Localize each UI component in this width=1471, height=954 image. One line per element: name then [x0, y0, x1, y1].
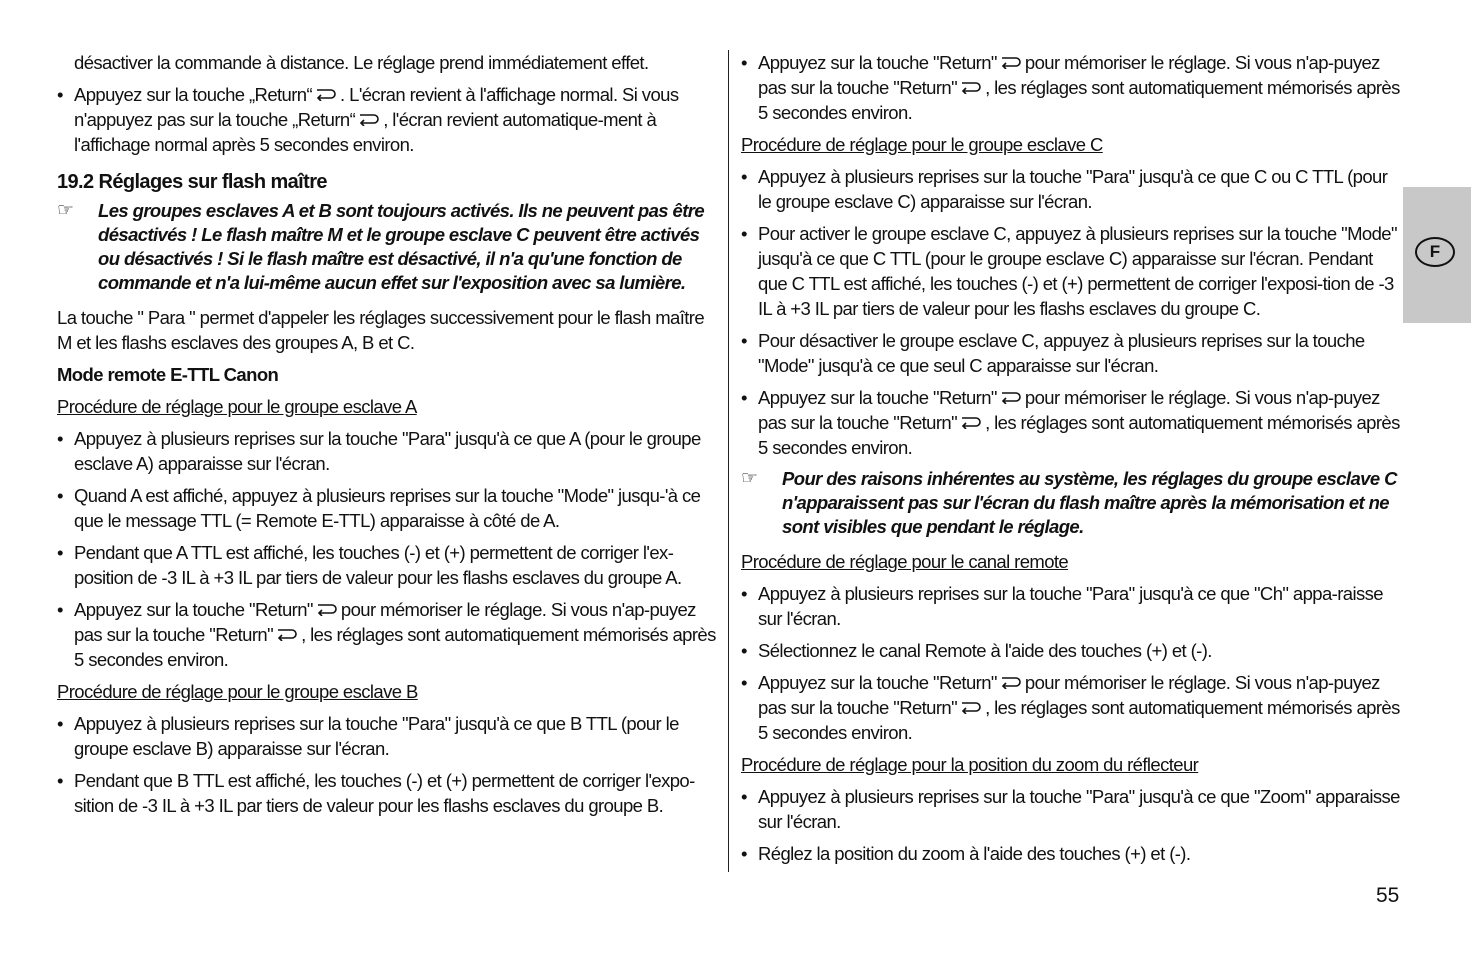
list-item: • Sélectionnez le canal Remote à l'aide des touches (+) et (-). — [741, 640, 1212, 661]
bullet: • — [741, 640, 747, 661]
bullet: • — [741, 843, 747, 864]
zoom-title: Procédure de réglage pour la position du zoom du réflecteur — [741, 754, 1199, 775]
left-column — [57, 50, 721, 825]
list-item: • Appuyez sur la touche "Return" pour mémoriser le réglage. Si vous n'ap-puyez pas sur la touche "Return" , les réglages sont automatiquement mémorisés après 5 secondes environ. — [741, 387, 1400, 458]
page-number: 55 — [1376, 884, 1400, 907]
group-a-title: Procédure de réglage pour le groupe esclave A — [57, 396, 417, 417]
return-arrow-icon — [1000, 390, 1022, 404]
list-item: • Appuyez sur la touche "Return" pour mémoriser le réglage. Si vous n'ap-puyez pas sur la touche "Return" , les réglages sont automatiquement mémorisés après 5 secondes environ. — [741, 672, 1400, 743]
group-b-title: Procédure de réglage pour le groupe esclave B — [57, 681, 418, 702]
bullet: • — [741, 166, 747, 187]
bullet: • — [57, 428, 63, 449]
list-item: • Appuyez à plusieurs reprises sur la touche "Para" jusqu'à ce que "Zoom" apparaisse sur l'écran. — [741, 786, 1400, 832]
return-arrow-icon — [315, 87, 337, 101]
bullet: • — [741, 786, 747, 807]
list-item: • Pendant que A TTL est affiché, les touches (-) et (+) permettent de corriger l'ex-position de -3 IL à +3 IL par tiers de valeur pour les flashs esclaves du groupe A. — [57, 542, 682, 588]
intro-continuation: désactiver la commande à distance. Le réglage prend immédiatement effet. — [74, 52, 649, 73]
bullet: • — [57, 599, 63, 620]
language-tab — [1403, 187, 1471, 323]
return-arrow-icon — [960, 80, 982, 94]
list-item: • Appuyez sur la touche "Return" pour mémoriser le réglage. Si vous n'ap-puyez pas sur la touche "Return" , les réglages sont automatiquement mémorisés après 5 secondes environ. — [57, 599, 716, 670]
return-arrow-icon — [1000, 55, 1022, 69]
list-item: • Appuyez à plusieurs reprises sur la touche "Para" jusqu'à ce que B TTL (pour le groupe esclave B) apparaisse sur l'écran. — [57, 713, 679, 759]
bullet: • — [741, 223, 747, 244]
note-block: ☞ Pour des raisons inhérentes au système, les réglages du groupe esclave C n'apparaissent pas sur l'écran du flash maître après la mémorisation et ne sont visibles que pendant le réglage. — [741, 468, 1397, 537]
bullet: • — [741, 387, 747, 408]
list-item: • Appuyez à plusieurs reprises sur la touche "Para" jusqu'à ce que A (pour le groupe esclave A) apparaisse sur l'écran. — [57, 428, 701, 474]
group-c-title: Procédure de réglage pour le groupe esclave C — [741, 134, 1103, 155]
return-arrow-icon — [276, 627, 298, 641]
bullet: • — [57, 84, 63, 105]
list-item: • Appuyez à plusieurs reprises sur la touche "Para" jusqu'à ce que C ou C TTL (pour le groupe esclave C) apparaisse sur l'écran. — [741, 166, 1388, 212]
list-item: • Appuyez sur la touche "Return" pour mémoriser le réglage. Si vous n'ap-puyez pas sur la touche "Return" , les réglages sont automatiquement mémorisés après 5 secondes environ. — [741, 52, 1400, 123]
note-block: ☞ Les groupes esclaves A et B sont toujours activés. Ils ne peuvent pas être désactivés ! Le flash maître M et le groupe esclave C peuvent être activés ou désactivés ! Si le flash maître est désactivé, il n'a qu'une fonction de commande et n'a lui-même aucun effet sur l'exposition avec sa lumière. — [57, 200, 705, 293]
list-item: • Pendant que B TTL est affiché, les touches (-) et (+) permettent de corriger l'expo-sition de -3 IL à +3 IL par tiers de valeur pour les flashs esclaves du groupe B. — [57, 770, 695, 816]
return-arrow-icon — [960, 415, 982, 429]
bullet: • — [57, 542, 63, 563]
list-item: • Appuyez sur la touche „Return“ . L'écran revient à l'affichage normal. Si vous n'appuyez pas sur la touche „Return“ , l'écran revient automatique-ment à l'affichage normal après 5 secondes environ. — [57, 84, 679, 155]
channel-title: Procédure de réglage pour le canal remote — [741, 551, 1069, 572]
mode-heading: Mode remote E-TTL Canon — [57, 364, 279, 385]
pointing-hand-icon: ☞ — [57, 200, 74, 221]
return-arrow-icon — [358, 112, 380, 126]
bullet: • — [741, 330, 747, 351]
list-item: • Réglez la position du zoom à l'aide des touches (+) et (-). — [741, 843, 1191, 864]
bullet: • — [57, 770, 63, 791]
return-arrow-icon — [316, 602, 338, 616]
language-letter: F — [1415, 237, 1455, 267]
column-divider — [728, 50, 729, 872]
section-heading: 19.2 Réglages sur flash maître — [57, 171, 327, 193]
list-item: • Quand A est affiché, appuyez à plusieurs reprises sur la touche "Mode" jusqu-'à ce que le message TTL (= Remote E-TTL) apparaisse à côté de A. — [57, 485, 701, 531]
bullet: • — [741, 583, 747, 604]
para-intro: La touche " Para " permet d'appeler les réglages successivement pour le flash maître M et les flashs esclaves des groupes A, B et C. — [57, 307, 705, 353]
list-item: • Appuyez à plusieurs reprises sur la touche "Para" jusqu'à ce que "Ch" appa-raisse sur l'écran. — [741, 583, 1383, 629]
bullet: • — [741, 672, 747, 693]
bullet: • — [741, 52, 747, 73]
bullet: • — [57, 485, 63, 506]
right-column — [741, 50, 1403, 873]
return-arrow-icon — [960, 700, 982, 714]
pointing-hand-icon: ☞ — [741, 468, 758, 489]
list-item: • Pour activer le groupe esclave C, appuyez à plusieurs reprises sur la touche "Mode" jusqu'à ce que C TTL (pour le groupe esclave C) apparaisse sur l'écran. Pendant que C TTL est affiché, les touches (-) et (+) permettent de corriger l'exposi-tion de -3 IL à +3 IL par tiers de valeur pour les flashs esclaves du groupe C. — [741, 223, 1397, 319]
bullet: • — [57, 713, 63, 734]
list-item: • Pour désactiver le groupe esclave C, appuyez à plusieurs reprises sur la touche "Mode" jusqu'à ce que seul C apparaisse sur l'écran. — [741, 330, 1365, 376]
return-arrow-icon — [1000, 675, 1022, 689]
